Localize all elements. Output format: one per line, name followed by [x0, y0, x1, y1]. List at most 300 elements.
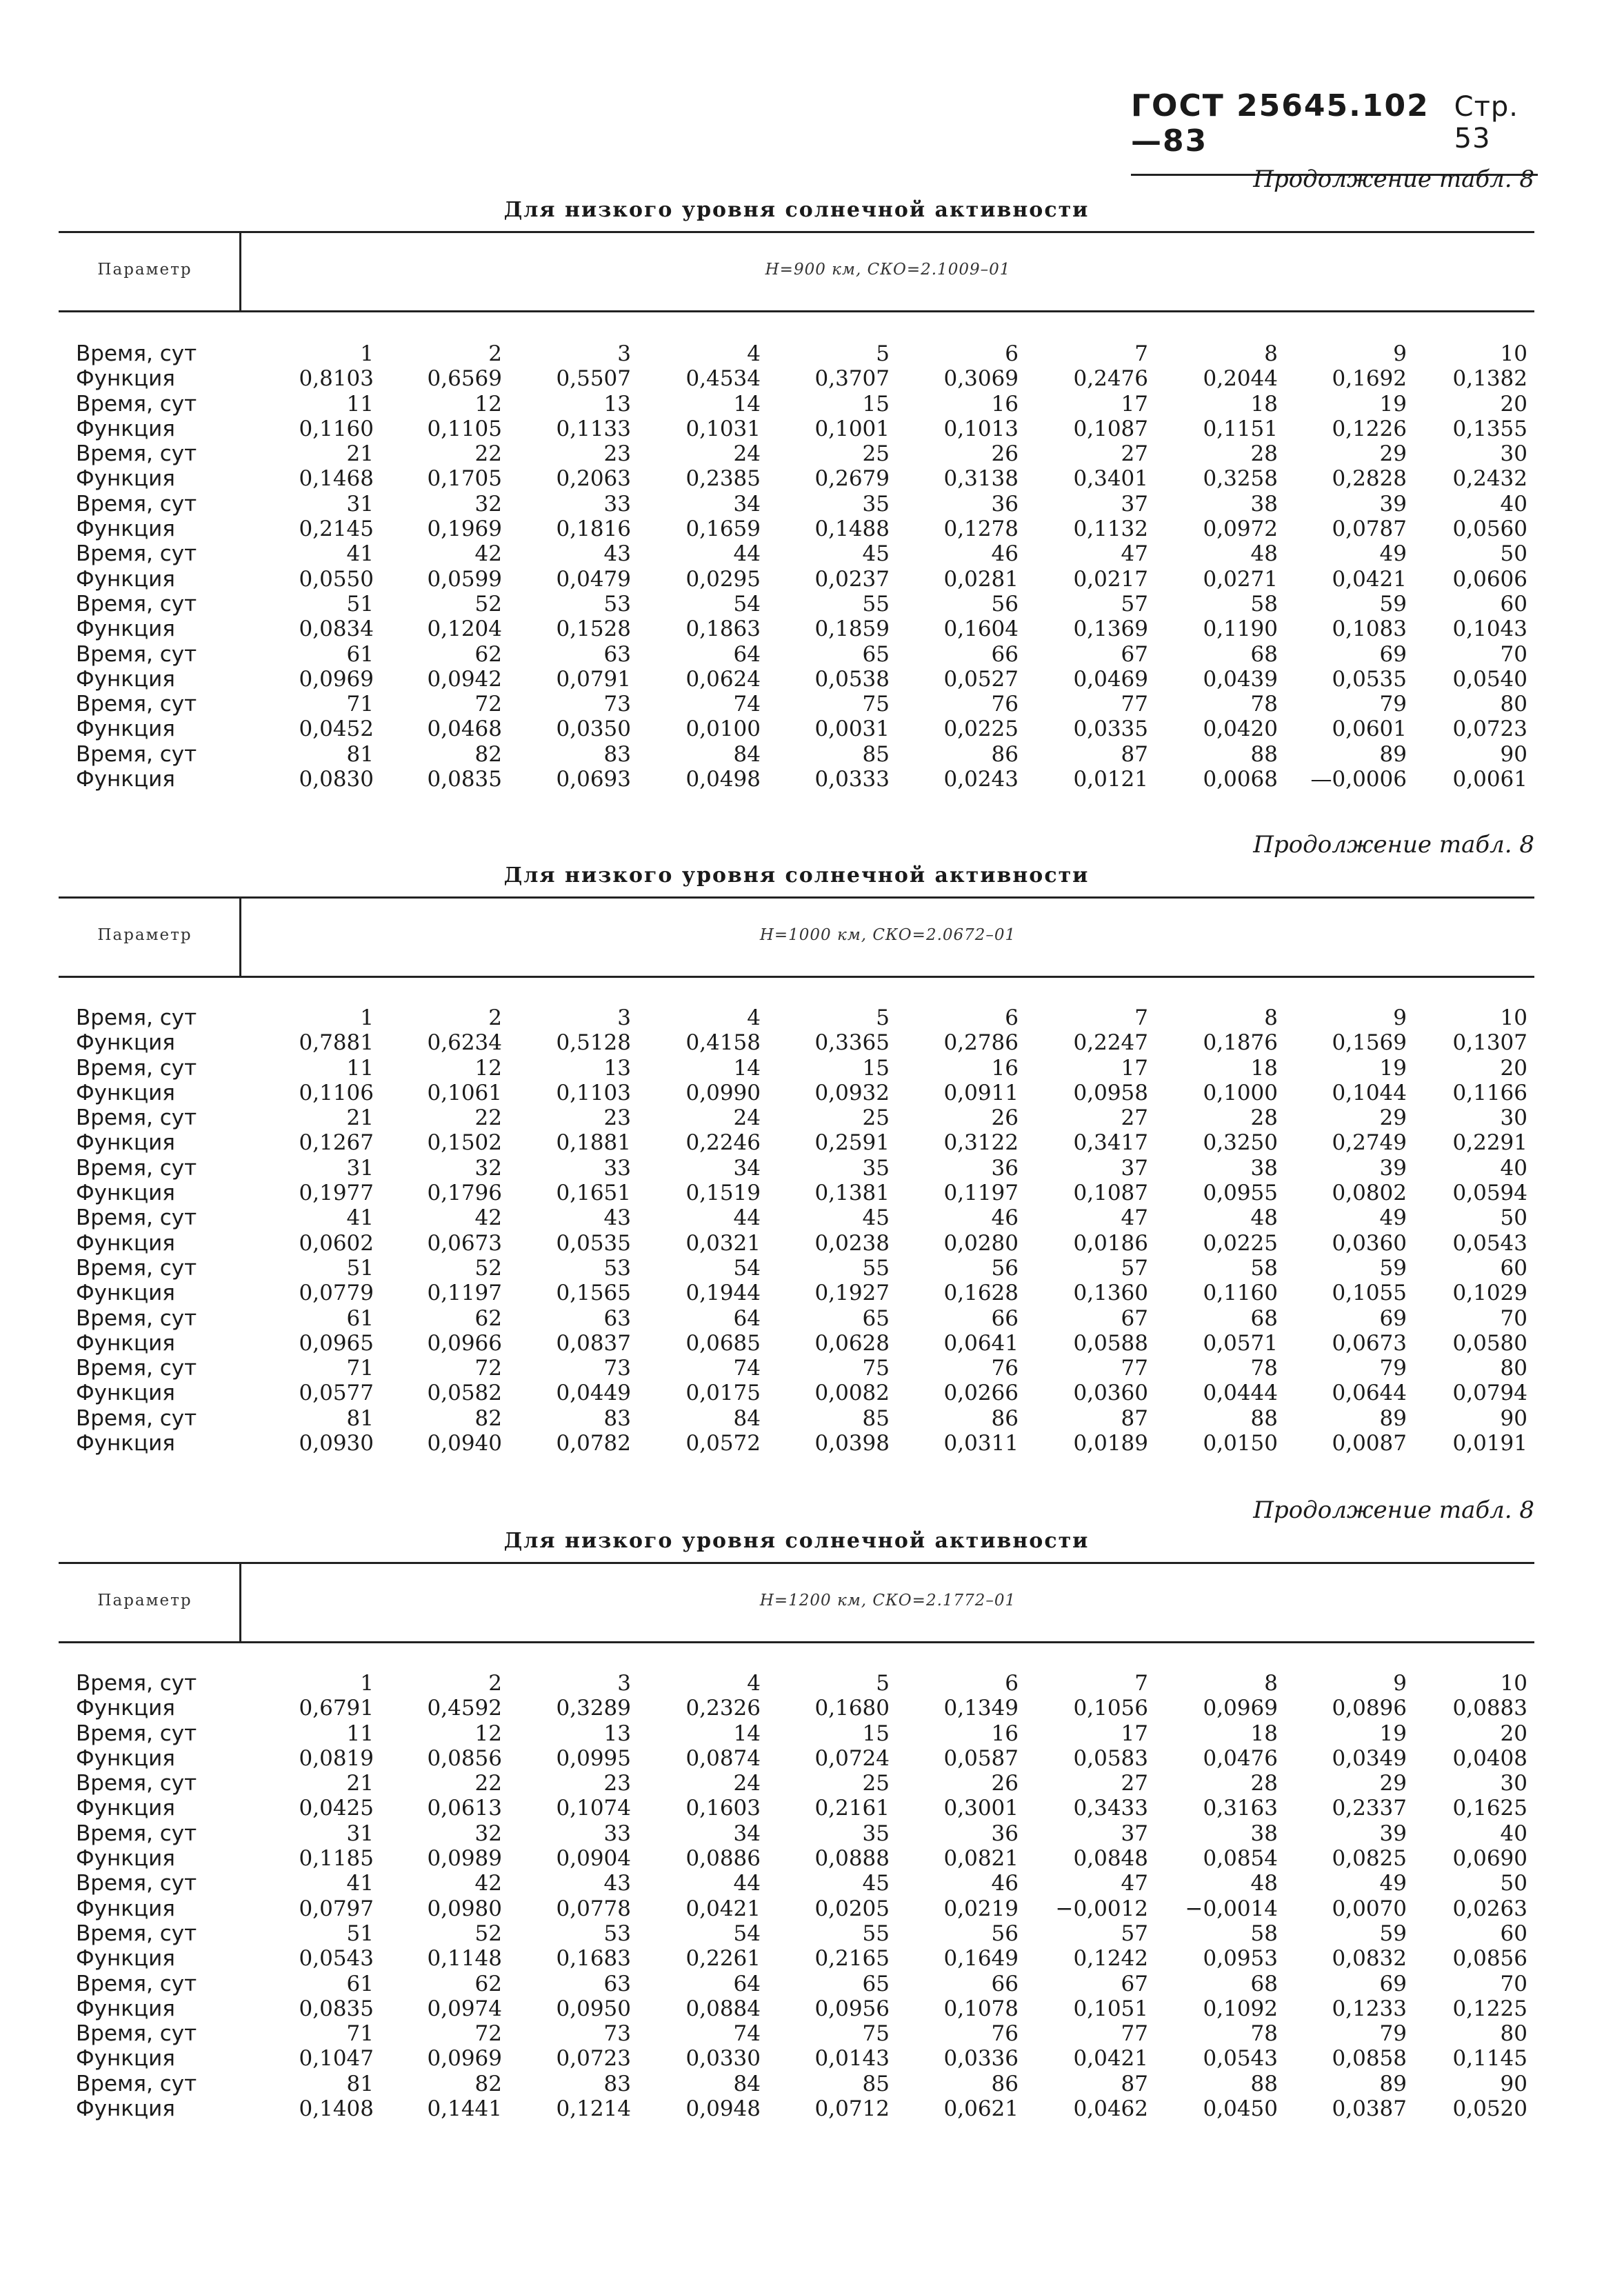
table-cell: 59	[1379, 591, 1407, 616]
data-grid	[59, 1005, 1534, 1456]
table-cell: 2	[488, 1005, 502, 1030]
table-cell: 2	[488, 1671, 502, 1696]
table-cell: 0,6791	[299, 1696, 374, 1721]
table-cell: 0,0904	[556, 1846, 631, 1872]
table-cell: 0,2165	[814, 1946, 890, 1972]
table-row	[59, 1331, 1534, 1356]
table-cell: 35	[862, 1821, 890, 1846]
table-cell: 52	[474, 591, 502, 616]
table-cell: 0,1604	[943, 616, 1019, 642]
table-cell: 14	[733, 1055, 761, 1081]
table-cell: 0,0673	[1332, 1330, 1407, 1356]
table-cell: 0,1145	[1452, 2046, 1527, 2072]
table-cell: 0,1528	[556, 616, 631, 642]
table-cell: 0,3163	[1203, 1796, 1278, 1821]
table-cell: 0,1055	[1332, 1281, 1407, 1306]
table-cell: 54	[733, 591, 761, 616]
table-cell: 21	[346, 441, 374, 467]
table-cell: 69	[1379, 1305, 1407, 1331]
table-cell: 28	[1250, 1771, 1278, 1796]
table-cell: 0,2145	[299, 517, 374, 542]
table-cell: 15	[862, 1055, 890, 1081]
table-cell: 69	[1379, 641, 1407, 667]
table-cell: 0,1859	[814, 616, 890, 642]
table-cell: 0,1969	[427, 517, 502, 542]
row-label: Время, сут	[76, 1255, 197, 1281]
table-cell: 76	[991, 2021, 1019, 2047]
table-row	[59, 1921, 1534, 1946]
row-label: Функция	[76, 517, 175, 542]
table-cell: 78	[1250, 2021, 1278, 2047]
row-label: Время, сут	[76, 2021, 197, 2047]
table-cell: —0,0006	[1310, 767, 1407, 792]
table-cell: 0,0070	[1332, 1896, 1407, 1921]
table-cell: 58	[1250, 1255, 1278, 1281]
table-cell: 36	[991, 491, 1019, 517]
table-row	[59, 1205, 1534, 1230]
table-cell: 0,2063	[556, 466, 631, 492]
table-cell: 0,0330	[685, 2046, 761, 2072]
table-cell: 4	[747, 341, 761, 366]
table-row	[59, 1821, 1534, 1846]
table-cell: 0,0797	[299, 1896, 374, 1921]
table-row	[59, 366, 1534, 391]
table-cell: 0,0835	[299, 1996, 374, 2021]
table-cell: 37	[1121, 1155, 1148, 1181]
table-cell: 0,1226	[1332, 416, 1407, 441]
table-cell: 76	[991, 692, 1019, 717]
table-cell: 82	[474, 741, 502, 767]
table-cell: 29	[1379, 441, 1407, 467]
table-cell: 0,2337	[1332, 1796, 1407, 1821]
table-cell: 0,0031	[814, 716, 890, 742]
row-label: Функция	[76, 616, 175, 642]
row-label: Функция	[76, 666, 175, 692]
table-cell: 77	[1121, 692, 1148, 717]
table-cell: 0,0582	[427, 1381, 502, 1406]
table-cell: 0,2247	[1073, 1030, 1148, 1056]
table-cell: 70	[1500, 641, 1527, 667]
table-cell: 90	[1500, 1405, 1527, 1431]
table-cell: 61	[346, 641, 374, 667]
table-cell: 0,0690	[1452, 1846, 1527, 1872]
table-cell: 0,0336	[943, 2046, 1019, 2072]
table-cell: 4	[747, 1671, 761, 1696]
table-row	[59, 541, 1534, 566]
table-cell: 0,1625	[1452, 1796, 1527, 1821]
table-cell: 20	[1500, 1055, 1527, 1081]
table-cell: 0,1441	[427, 2096, 502, 2122]
table-cell: 38	[1250, 1821, 1278, 1846]
table-cell: 4	[747, 1005, 761, 1030]
table-cell: 0,0263	[1452, 1896, 1527, 1921]
table-cell: 88	[1250, 1405, 1278, 1431]
table-row	[59, 1696, 1534, 1721]
table-cell: 0,0421	[1332, 566, 1407, 592]
table-cell: 23	[603, 441, 631, 467]
table-cell: 83	[603, 1405, 631, 1431]
table-cell: 0,0932	[814, 1080, 890, 1105]
table-cell: 41	[346, 1871, 374, 1896]
table-row	[59, 1896, 1534, 1921]
table-cell: 0,0333	[814, 767, 890, 792]
table-cell: 0,0449	[556, 1381, 631, 1406]
table-cell: 0,0439	[1203, 666, 1278, 692]
table-row	[59, 2072, 1534, 2096]
table-cell: 63	[603, 1971, 631, 1996]
table-cell: 0,0883	[1452, 1696, 1527, 1721]
table-cell: 77	[1121, 1356, 1148, 1381]
table-row	[59, 492, 1534, 517]
header-bottom-rule	[59, 310, 1534, 312]
table-cell: 0,0644	[1332, 1381, 1407, 1406]
table-cell: 27	[1121, 1771, 1148, 1796]
table-cell: 0,0819	[299, 1745, 374, 1771]
table-cell: 0,0349	[1332, 1745, 1407, 1771]
table-cell: 0,0794	[1452, 1381, 1527, 1406]
table-cell: 0,0335	[1073, 716, 1148, 742]
table-cell: 1	[360, 1671, 374, 1696]
table-cell: 47	[1121, 1871, 1148, 1896]
table-cell: 0,0965	[299, 1330, 374, 1356]
table-cell: 0,0830	[299, 767, 374, 792]
table-cell: 67	[1121, 641, 1148, 667]
table-cell: 24	[733, 1771, 761, 1796]
table-cell: 24	[733, 1105, 761, 1131]
table-cell: 19	[1379, 1055, 1407, 1081]
table-row	[59, 1846, 1534, 1871]
table-cell: 6	[1005, 1005, 1019, 1030]
table-cell: 68	[1250, 1971, 1278, 1996]
table-cell: 84	[733, 741, 761, 767]
row-label: Время, сут	[76, 341, 197, 366]
continuation-label: Продолжение табл. 8	[1253, 1496, 1534, 1524]
table-cell: 0,1185	[299, 1846, 374, 1872]
table-cell: 64	[733, 641, 761, 667]
table-cell: 15	[862, 391, 890, 417]
table-cell: 25	[862, 1771, 890, 1796]
table-cell: 0,0082	[814, 1381, 890, 1406]
table-row	[59, 2021, 1534, 2046]
table-cell: 12	[474, 391, 502, 417]
table-cell: 78	[1250, 1356, 1278, 1381]
row-label: Функция	[76, 2046, 175, 2072]
table-cell: 0,0425	[299, 1796, 374, 1821]
table-cell: 0,1001	[814, 416, 890, 441]
table-cell: 0,0613	[427, 1796, 502, 1821]
table-row	[59, 716, 1534, 741]
table-cell: 0,1000	[1203, 1080, 1278, 1105]
table-cell: 57	[1121, 1255, 1148, 1281]
table-cell: 37	[1121, 491, 1148, 517]
table-cell: 0,0444	[1203, 1381, 1278, 1406]
table-cell: 0,0421	[685, 1896, 761, 1921]
table-cell: 0,1307	[1452, 1030, 1527, 1056]
table-row	[59, 667, 1534, 692]
table-cell: 0,0969	[299, 666, 374, 692]
table-cell: 0,0848	[1073, 1846, 1148, 1872]
table-row	[59, 1130, 1534, 1155]
table-cell: 75	[862, 692, 890, 717]
table-cell: 71	[346, 2021, 374, 2047]
table-cell: 31	[346, 1155, 374, 1181]
table-cell: 0,1197	[427, 1281, 502, 1306]
table-cell: 0,0930	[299, 1431, 374, 1456]
table-cell: 74	[733, 692, 761, 717]
table-cell: 0,1225	[1452, 1996, 1527, 2021]
table-cell: 57	[1121, 1921, 1148, 1946]
table-cell: 0,0538	[814, 666, 890, 692]
table-row	[59, 1281, 1534, 1305]
table-cell: 12	[474, 1055, 502, 1081]
table-row	[59, 2096, 1534, 2121]
table-cell: 67	[1121, 1305, 1148, 1331]
table-cell: 12	[474, 1721, 502, 1746]
table-cell: 54	[733, 1255, 761, 1281]
table-cell: 0,0966	[427, 1330, 502, 1356]
table-cell: 68	[1250, 641, 1278, 667]
table-cell: 73	[603, 1356, 631, 1381]
table-cell: 0,0580	[1452, 1330, 1527, 1356]
table-cell: 0,0420	[1203, 716, 1278, 742]
table-cell: 40	[1500, 1821, 1527, 1846]
table-cell: 56	[991, 1921, 1019, 1946]
table-row	[59, 1081, 1534, 1105]
table-cell: 0,0779	[299, 1281, 374, 1306]
table-row	[59, 1721, 1534, 1746]
table-cell: 0,0628	[814, 1330, 890, 1356]
table-row	[59, 1381, 1534, 1405]
table-cell: 0,1083	[1332, 616, 1407, 642]
table-cell: 31	[346, 1821, 374, 1846]
page-number: Стр. 53	[1454, 91, 1518, 154]
table-cell: 0,0243	[943, 767, 1019, 792]
continuation-label: Продолжение табл. 8	[1253, 831, 1534, 859]
table-cell: 87	[1121, 2071, 1148, 2096]
table-cell: 54	[733, 1921, 761, 1946]
table-cell: 0,0421	[1073, 2046, 1148, 2072]
row-label: Время, сут	[76, 1771, 197, 1796]
table-cell: 80	[1500, 692, 1527, 717]
table-cell: 49	[1379, 541, 1407, 567]
table-cell: 45	[862, 1871, 890, 1896]
table-row	[59, 2046, 1534, 2071]
table-cell: 0,0225	[943, 716, 1019, 742]
header-bottom-rule	[59, 976, 1534, 978]
row-label: Функция	[76, 1796, 175, 1821]
table-cell: 0,1029	[1452, 1281, 1527, 1306]
table-cell: 0,0955	[1203, 1181, 1278, 1206]
table-cell: 45	[862, 1205, 890, 1231]
row-label: Функция	[76, 1381, 175, 1406]
row-label: Функция	[76, 1230, 175, 1256]
row-label: Функция	[76, 1946, 175, 1972]
table-cell: 0,2749	[1332, 1130, 1407, 1156]
table-cell: 0,0791	[556, 666, 631, 692]
table-cell: 81	[346, 2071, 374, 2096]
table-cell: 0,0217	[1073, 566, 1148, 592]
table-cell: 0,1692	[1332, 366, 1407, 392]
table-cell: 0,1796	[427, 1181, 502, 1206]
table-cell: 0,1651	[556, 1181, 631, 1206]
table-cell: 0,1214	[556, 2096, 631, 2122]
table-cell: 59	[1379, 1255, 1407, 1281]
table-row	[59, 767, 1534, 792]
table-row	[59, 692, 1534, 716]
table-cell: 88	[1250, 2071, 1278, 2096]
table-cell: 0,1863	[685, 616, 761, 642]
table-cell: 34	[733, 1155, 761, 1181]
table-cell: 9	[1393, 1005, 1407, 1030]
table-cell: 0,1349	[943, 1696, 1019, 1721]
table-cell: 0,1680	[814, 1696, 890, 1721]
row-label: Время, сут	[76, 2071, 197, 2096]
table-cell: 0,0835	[427, 767, 502, 792]
table-cell: 63	[603, 1305, 631, 1331]
row-label: Время, сут	[76, 1971, 197, 1996]
table-cell: 0,0723	[556, 2046, 631, 2072]
table-cell: 0,2291	[1452, 1130, 1527, 1156]
table-cell: 20	[1500, 391, 1527, 417]
table-cell: 0,0588	[1073, 1330, 1148, 1356]
row-label: Функция	[76, 1745, 175, 1771]
table-cell: 0,3001	[943, 1796, 1019, 1821]
table-cell: 0,0594	[1452, 1181, 1527, 1206]
table-cell: 0,0958	[1073, 1080, 1148, 1105]
table-cell: 0,0858	[1332, 2046, 1407, 2072]
table-cell: 0,1204	[427, 616, 502, 642]
table-row	[59, 742, 1534, 767]
table-cell: 0,2326	[685, 1696, 761, 1721]
table-cell: 0,1502	[427, 1130, 502, 1156]
table-cell: 0,1569	[1332, 1030, 1407, 1056]
table-cell: 0,0942	[427, 666, 502, 692]
table-row	[59, 1181, 1534, 1205]
table-cell: 0,1031	[685, 416, 761, 441]
table-cell: 0,0476	[1203, 1745, 1278, 1771]
table-row	[59, 441, 1534, 466]
table-cell: 42	[474, 1871, 502, 1896]
table-cell: 0,1649	[943, 1946, 1019, 1972]
table-cell: 25	[862, 1105, 890, 1131]
table-cell: 17	[1121, 1055, 1148, 1081]
table-cell: 58	[1250, 1921, 1278, 1946]
table-cell: 75	[862, 2021, 890, 2047]
table-cell: 35	[862, 491, 890, 517]
table-cell: 0,3365	[814, 1030, 890, 1056]
table-cell: 83	[603, 2071, 631, 2096]
table-cell: 41	[346, 1205, 374, 1231]
table-cell: 0,0884	[685, 1996, 761, 2021]
table-cell: 18	[1250, 391, 1278, 417]
table-cell: 11	[346, 1721, 374, 1746]
row-label: Время, сут	[76, 692, 197, 717]
table-cell: 84	[733, 1405, 761, 1431]
table-cell: 18	[1250, 1055, 1278, 1081]
table-row	[59, 642, 1534, 667]
table-cell: 0,0782	[556, 1431, 631, 1456]
table-cell: 46	[991, 1205, 1019, 1231]
table-cell: 60	[1500, 591, 1527, 616]
table-cell: 0,1977	[299, 1181, 374, 1206]
table-cell: 14	[733, 391, 761, 417]
table-cell: 0,0837	[556, 1330, 631, 1356]
table-cell: 0,0225	[1203, 1230, 1278, 1256]
table-row	[59, 1030, 1534, 1055]
table-row	[59, 341, 1534, 366]
table-cell: 0,0121	[1073, 767, 1148, 792]
table-cell: 18	[1250, 1721, 1278, 1746]
table-cell: 0,1360	[1073, 1281, 1148, 1306]
table-cell: 0,0990	[685, 1080, 761, 1105]
table-cell: 0,0572	[685, 1431, 761, 1456]
table-cell: 53	[603, 1921, 631, 1946]
table-cell: 28	[1250, 441, 1278, 467]
table-cell: 0,0280	[943, 1230, 1019, 1256]
table-row	[59, 1231, 1534, 1256]
table-cell: 0,0980	[427, 1896, 502, 1921]
table-cell: 0,0100	[685, 716, 761, 742]
table-cell: 0,0398	[814, 1431, 890, 1456]
table-cell: 0,1816	[556, 517, 631, 542]
table-cell: 0,1278	[943, 517, 1019, 542]
table-cell: 0,1105	[427, 416, 502, 441]
table-cell: 0,0469	[1073, 666, 1148, 692]
table-cell: 11	[346, 1055, 374, 1081]
row-label: Время, сут	[76, 1305, 197, 1331]
row-label: Время, сут	[76, 641, 197, 667]
table-cell: 41	[346, 541, 374, 567]
table-cell: 0,1381	[814, 1181, 890, 1206]
table-cell: 0,0896	[1332, 1696, 1407, 1721]
param-column-label: Параметр	[97, 926, 192, 944]
table-cell: 0,2044	[1203, 366, 1278, 392]
table-cell: 36	[991, 1821, 1019, 1846]
table-cell: 60	[1500, 1255, 1527, 1281]
row-label: Время, сут	[76, 1871, 197, 1896]
table-cell: 34	[733, 491, 761, 517]
table-cell: 89	[1379, 2071, 1407, 2096]
table-cell: 9	[1393, 1671, 1407, 1696]
table-cell: 0,0832	[1332, 1946, 1407, 1972]
table-cell: 0,1233	[1332, 1996, 1407, 2021]
table-cell: 39	[1379, 1155, 1407, 1181]
table-cell: 0,1148	[427, 1946, 502, 1972]
table-cell: 0,6569	[427, 366, 502, 392]
table-cell: 51	[346, 1255, 374, 1281]
table-cell: 48	[1250, 1205, 1278, 1231]
table-cell: 87	[1121, 1405, 1148, 1431]
row-label: Функция	[76, 416, 175, 441]
table-cell: 0,3069	[943, 366, 1019, 392]
table-cell: 0,0550	[299, 566, 374, 592]
table-cell: 0,0219	[943, 1896, 1019, 1921]
table-cell: 5	[876, 1671, 890, 1696]
table-cell: 16	[991, 1055, 1019, 1081]
table-cell: 0,1013	[943, 416, 1019, 441]
table-cell: 72	[474, 1356, 502, 1381]
table-cell: 0,2786	[943, 1030, 1019, 1056]
table-cell: 61	[346, 1971, 374, 1996]
table-cell: 65	[862, 1971, 890, 1996]
table-cell: 0,1355	[1452, 416, 1527, 441]
row-label: Время, сут	[76, 1105, 197, 1131]
table-cell: 71	[346, 1356, 374, 1381]
table-cell: 3	[617, 1671, 631, 1696]
table-cell: 0,1944	[685, 1281, 761, 1306]
table-cell: 6	[1005, 341, 1019, 366]
table-cell: 28	[1250, 1105, 1278, 1131]
